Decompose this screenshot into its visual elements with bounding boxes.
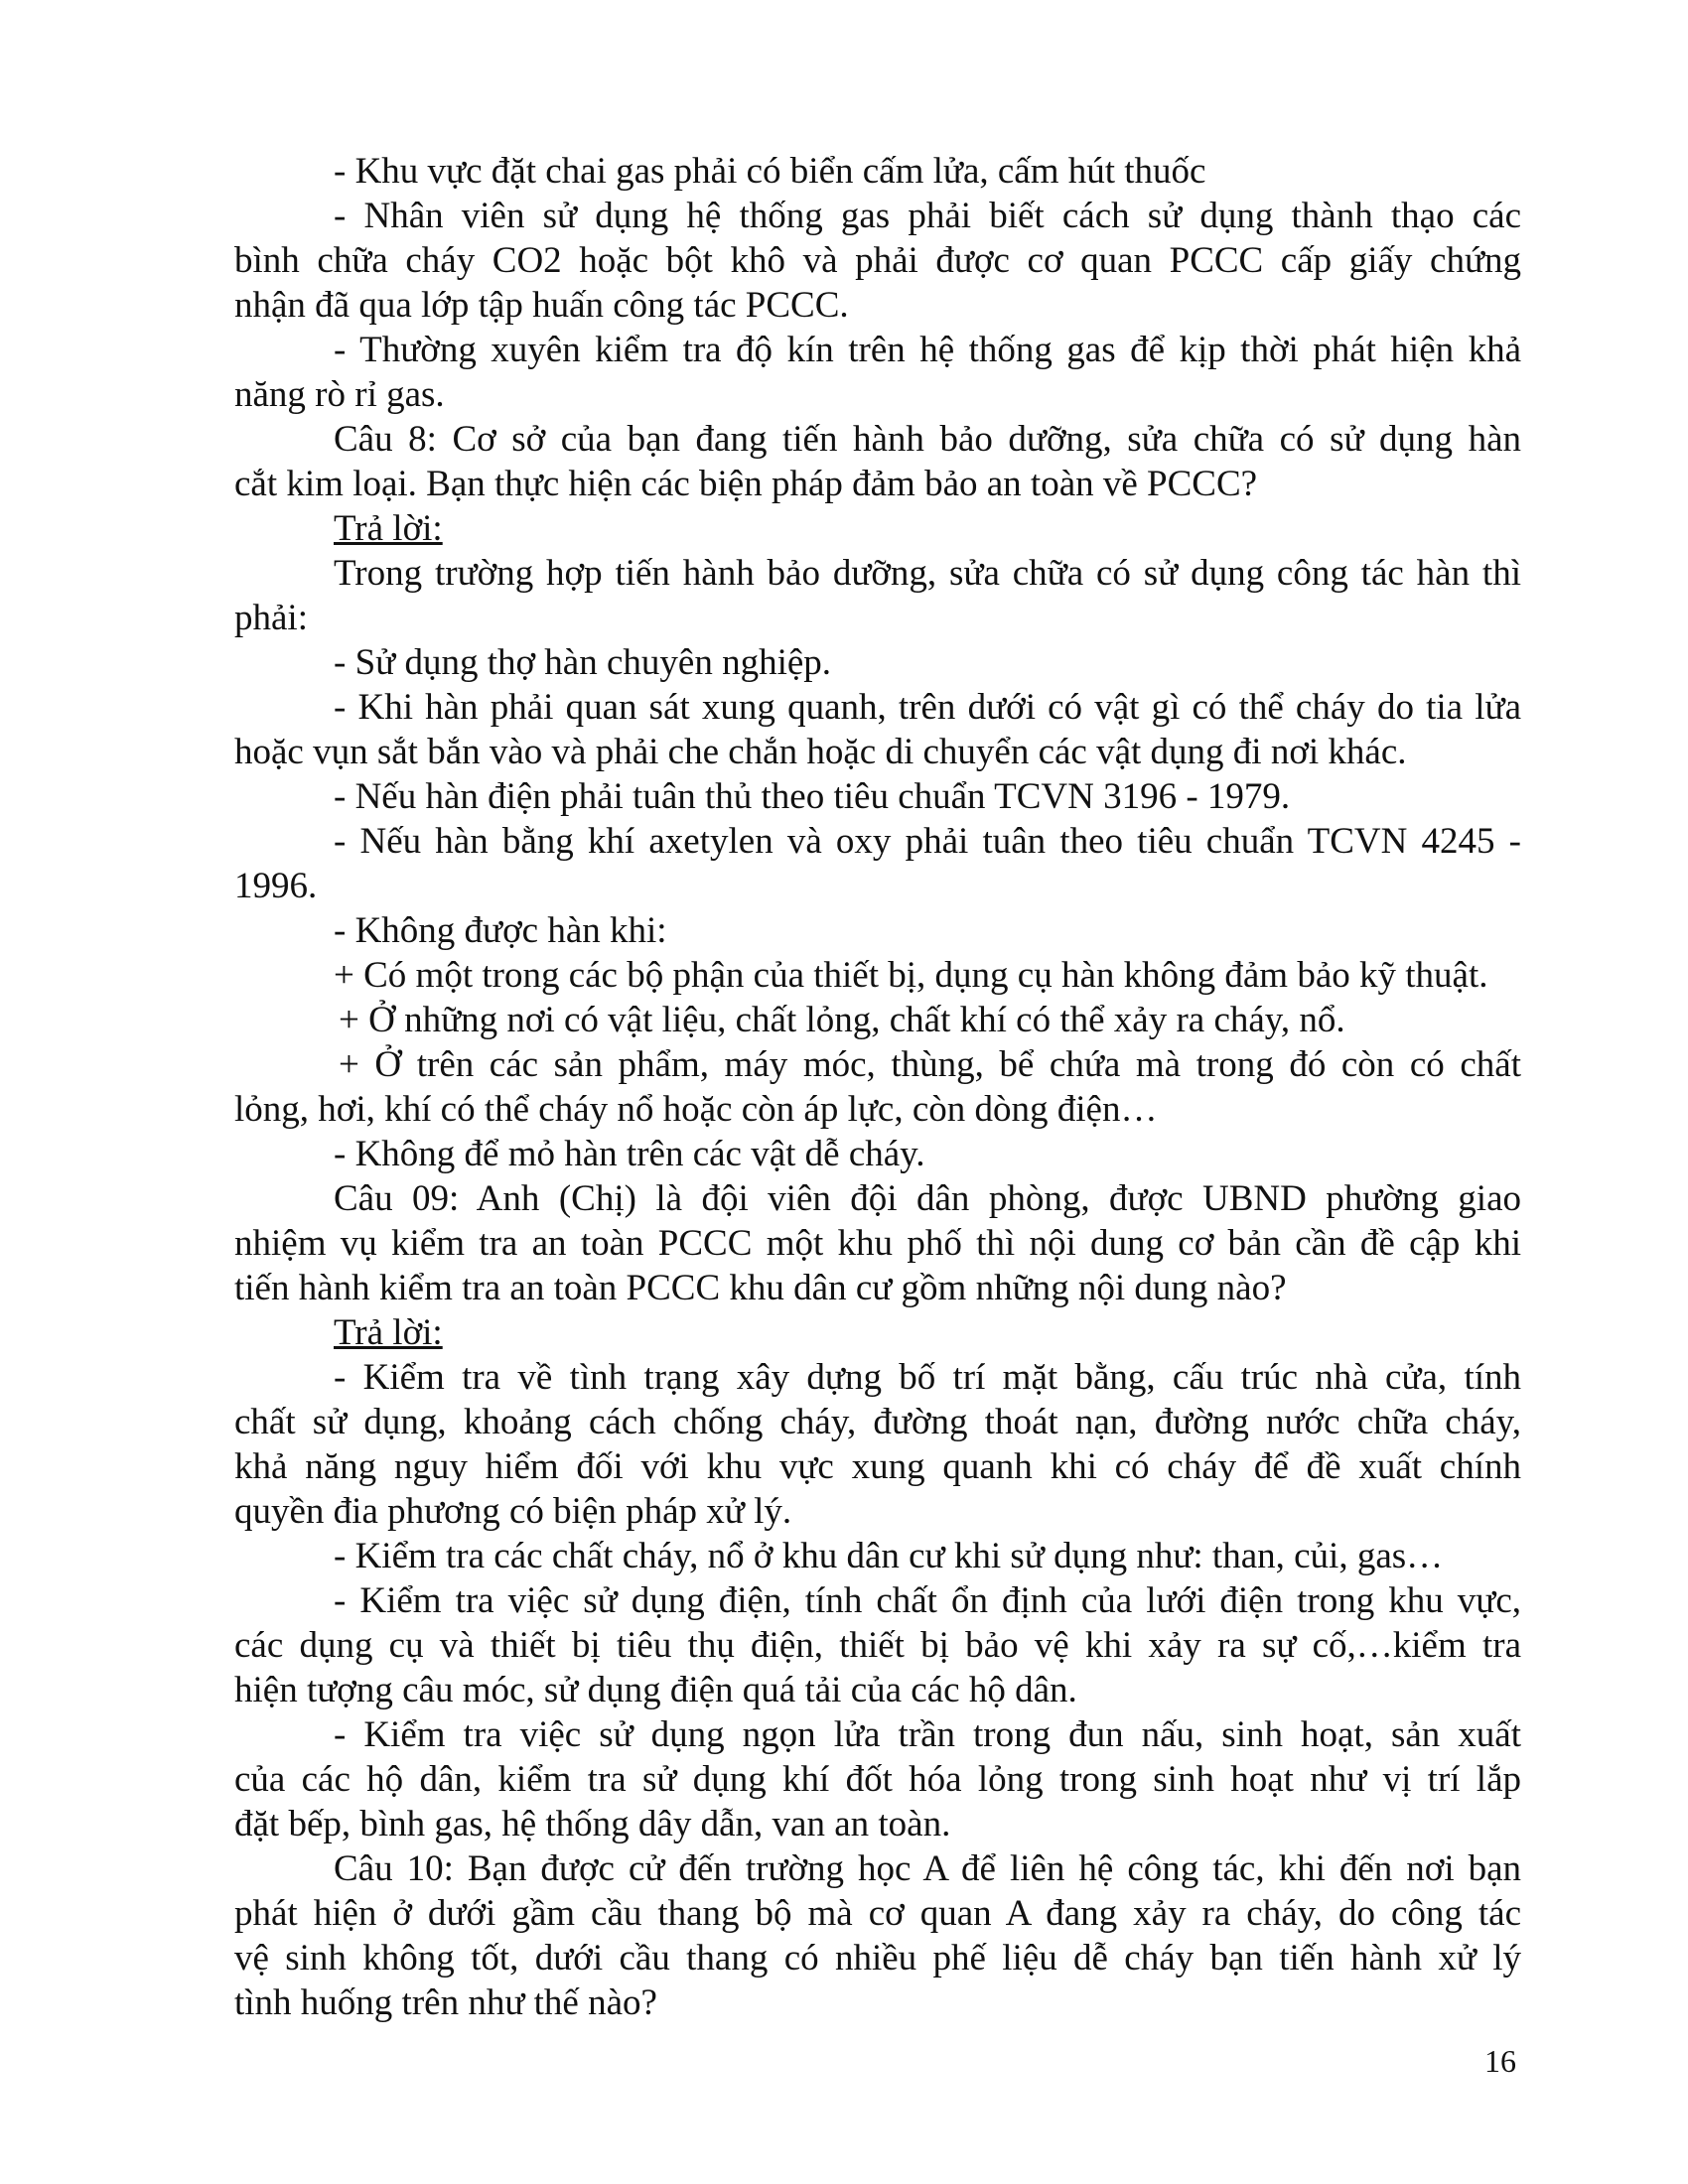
text-line: cắt kim loại. Bạn thực hiện các biện pháp đảm bảo an toàn về PCCC? [234, 464, 1258, 504]
text-line: - Khi hàn phải quan sát xung quanh, trên dưới có vật gì có thể cháy do tia lửa [334, 687, 1521, 728]
text-line: Trong trường hợp tiến hành bảo dưỡng, sửa chữa có sử dụng công tác hàn thì [334, 553, 1521, 594]
text-line: chất sử dụng, khoảng cách chống cháy, đường thoát nạn, đường nước chữa cháy, [234, 1402, 1521, 1442]
text-line: - Khu vực đặt chai gas phải có biển cấm lửa, cấm hút thuốc [334, 151, 1206, 192]
text-line: đặt bếp, bình gas, hệ thống dây dẫn, van an toàn. [234, 1804, 951, 1844]
text-line: - Nếu hàn điện phải tuân thủ theo tiêu chuẩn TCVN 3196 - 1979. [334, 776, 1291, 817]
text-line: - Thường xuyên kiểm tra độ kín trên hệ thống gas để kịp thời phát hiện khả [334, 330, 1521, 370]
text-line: quyền đia phương có biện pháp xử lý. [234, 1491, 792, 1532]
text-line: - Kiểm tra các chất cháy, nổ ở khu dân cư khi sử dụng như: than, củi, gas… [334, 1536, 1444, 1576]
text-line: - Sử dụng thợ hàn chuyên nghiệp. [334, 642, 832, 683]
text-line: + Có một trong các bộ phận của thiết bị, dụng cụ hàn không đảm bảo kỹ thuật. [334, 955, 1488, 996]
text-line: tình huống trên như thế nào? [234, 1982, 657, 2023]
answer-label-text: Trả lời: [334, 508, 443, 549]
question-heading: Câu 8: Cơ sở của bạn đang tiến hành bảo dưỡng, sửa chữa có sử dụng hàn [334, 419, 1521, 460]
text-line: lỏng, hơi, khí có thể cháy nổ hoặc còn áp lực, còn dòng điện… [234, 1089, 1158, 1130]
answer-label [234, 1310, 1521, 1355]
text-line: hoặc vụn sắt bắn vào và phải che chắn hoặc di chuyển các vật dụng đi nơi khác. [234, 732, 1407, 772]
text-line: nhận đã qua lớp tập huấn công tác PCCC. [234, 285, 849, 326]
text-line: các dụng cụ và thiết bị tiêu thụ điện, thiết bị bảo vệ khi xảy ra sự cố,…kiểm tra [234, 1625, 1521, 1666]
text-line: nhiệm vụ kiểm tra an toàn PCCC một khu phố thì nội dung cơ bản cần đề cập khi [234, 1223, 1521, 1264]
question-heading: Câu 10: Bạn được cử đến trường học A để liên hệ công tác, khi đến nơi bạn [334, 1848, 1521, 1889]
text-line: - Không được hàn khi: [334, 910, 667, 951]
text-line: + Ở những nơi có vật liệu, chất lỏng, chất khí có thể xảy ra cháy, nổ. [339, 1000, 1345, 1040]
text-line: 1996. [234, 866, 318, 906]
text-line: + Ở trên các sản phẩm, máy móc, thùng, bể chứa mà trong đó còn có chất [339, 1044, 1521, 1085]
text-line: - Không để mỏ hàn trên các vật dễ cháy. [334, 1134, 925, 1174]
question-heading: Câu 09: Anh (Chị) là đội viên đội dân phòng, được UBND phường giao [334, 1178, 1521, 1219]
answer-label-text: Trả lời: [334, 1312, 443, 1353]
text-line: - Kiểm tra về tình trạng xây dựng bố trí mặt bằng, cấu trúc nhà cửa, tính [334, 1357, 1521, 1398]
text-line: - Nhân viên sử dụng hệ thống gas phải biết cách sử dụng thành thạo các [334, 196, 1521, 236]
text-line: tiến hành kiểm tra an toàn PCCC khu dân cư gồm những nội dung nào? [234, 1268, 1287, 1308]
answer-label [234, 506, 1521, 551]
text-line: vệ sinh không tốt, dưới cầu thang có nhiều phế liệu dễ cháy bạn tiến hành xử lý [234, 1938, 1521, 1979]
text-line: phát hiện ở dưới gầm cầu thang bộ mà cơ quan A đang xảy ra cháy, do công tác [234, 1893, 1521, 1934]
document-page [234, 149, 1521, 2025]
text-line: năng rò rỉ gas. [234, 374, 445, 415]
text-line: - Kiểm tra việc sử dụng điện, tính chất ổn định của lưới điện trong khu vực, [334, 1580, 1521, 1621]
text-line: khả năng nguy hiểm đối với khu vực xung quanh khi có cháy để đề xuất chính [234, 1446, 1521, 1487]
text-line: - Kiểm tra việc sử dụng ngọn lửa trần trong đun nấu, sinh hoạt, sản xuất [334, 1714, 1521, 1755]
text-line: của các hộ dân, kiểm tra sử dụng khí đốt hóa lỏng trong sinh hoạt như vị trí lắp [234, 1759, 1521, 1800]
text-line: hiện tượng câu móc, sử dụng điện quá tải của các hộ dân. [234, 1670, 1077, 1710]
text-line: - Nếu hàn bằng khí axetylen và oxy phải tuân theo tiêu chuẩn TCVN 4245 - [334, 821, 1521, 862]
text-line: bình chữa cháy CO2 hoặc bột khô và phải được cơ quan PCCC cấp giấy chứng [234, 240, 1521, 281]
text-line: phải: [234, 598, 308, 638]
page-number: 16 [1484, 2043, 1516, 2079]
